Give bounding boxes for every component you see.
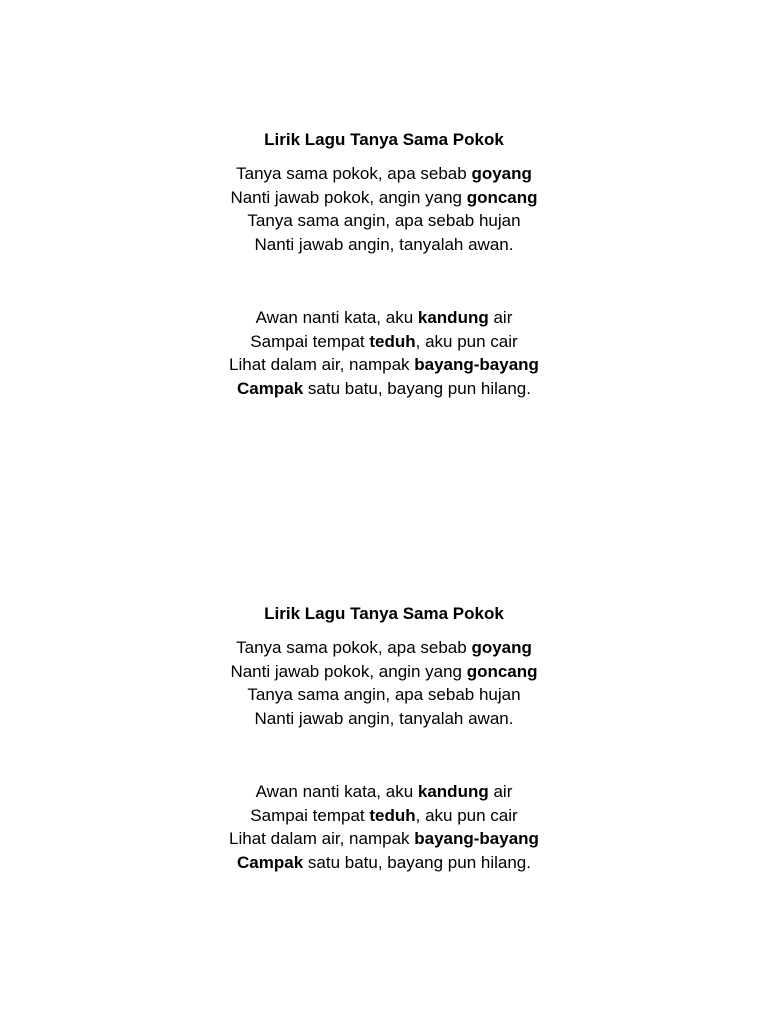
lyric-line: Tanya sama pokok, apa sebab goyang xyxy=(236,638,532,657)
lyric-line: Awan nanti kata, aku kandung air xyxy=(255,308,513,327)
lyric-line: Nanti jawab pokok, angin yang goncang xyxy=(230,187,538,207)
lyric-line: Campak satu batu, bayang pun hilang. xyxy=(237,378,531,398)
lyric-line: Campak satu batu, bayang pun hilang. xyxy=(237,852,531,872)
lyric-line: Sampai tempat teduh, aku pun cair xyxy=(250,805,518,825)
stanza-2 xyxy=(0,780,768,874)
lyric-line: Nanti jawab angin, tanyalah awan. xyxy=(254,234,514,254)
lyric-line: Lihat dalam air, nampak bayang-bayang xyxy=(229,829,539,848)
lyric-line: Awan nanti kata, aku kandung air xyxy=(255,782,513,801)
stanza-1 xyxy=(0,162,768,256)
lyric-line: Lihat dalam air, nampak bayang-bayang xyxy=(229,355,539,374)
lyrics-section-1 xyxy=(0,128,768,400)
stanza-1 xyxy=(0,636,768,730)
lyrics-title: Lirik Lagu Tanya Sama Pokok xyxy=(264,604,504,623)
lyric-line: Tanya sama pokok, apa sebab goyang xyxy=(236,164,532,183)
lyric-line: Sampai tempat teduh, aku pun cair xyxy=(250,331,518,351)
lyric-line: Nanti jawab pokok, angin yang goncang xyxy=(230,661,538,681)
lyric-line: Tanya sama angin, apa sebab hujan xyxy=(247,211,521,230)
stanza-2 xyxy=(0,306,768,400)
lyrics-title: Lirik Lagu Tanya Sama Pokok xyxy=(264,130,504,149)
lyrics-section-2 xyxy=(0,602,768,874)
lyric-line: Nanti jawab angin, tanyalah awan. xyxy=(254,708,514,728)
lyric-line: Tanya sama angin, apa sebab hujan xyxy=(247,685,521,704)
